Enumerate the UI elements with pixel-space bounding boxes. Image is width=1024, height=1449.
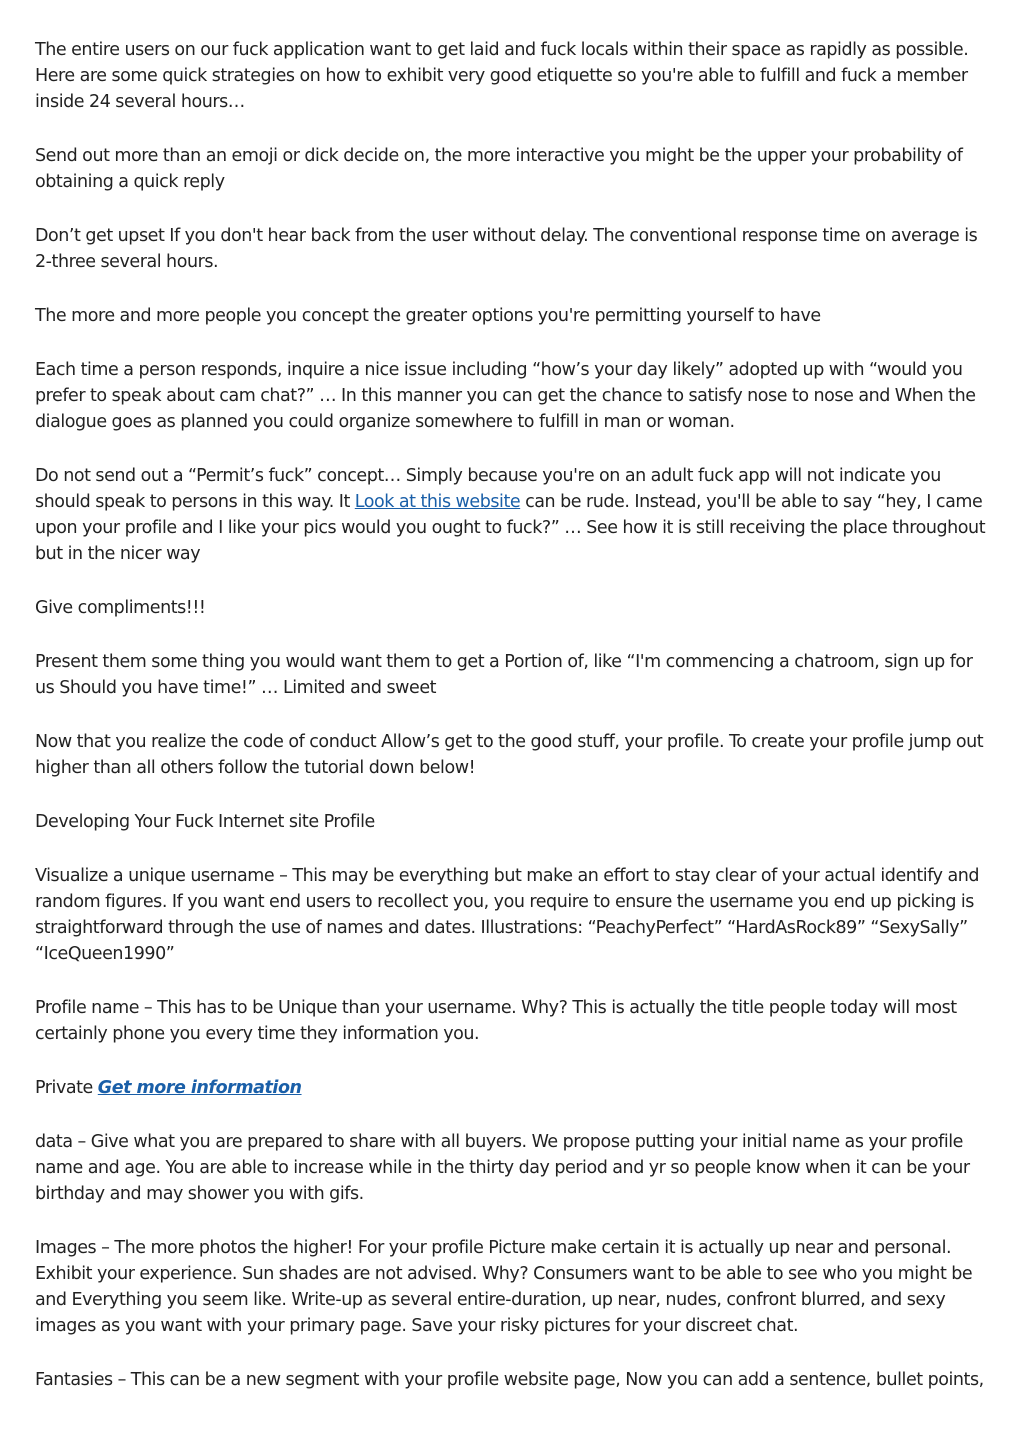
paragraph-private xyxy=(35,1075,989,1101)
paragraph-tip-response-time: Don’t get upset If you don't hear back from the user without delay. The conventional response time on average is 2-three several hours. xyxy=(35,226,978,272)
paragraph-tip-more-people: The more and more people you concept the greater options you're permitting yourself to have xyxy=(35,306,821,326)
paragraph-tip-chatroom: Present them some thing you would want them to get a Portion of, like “I'm commencing a chatroom, sign up for us Should you have time!” … Limited and sweet xyxy=(35,652,973,698)
paragraph-tip-emoji: Send out more than an emoji or dick decide on, the more interactive you might be the upper your probability of obtaining a quick reply xyxy=(35,146,963,192)
paragraph-fantasies: Fantasies – This can be a new segment with your profile website page, Now you can add a sentence, bullet points, xyxy=(35,1370,984,1390)
paragraph-username: Visualize a unique username – This may be everything but make an effort to stay clear of your actual identify and random figures. If you want end users to recollect you, you require to ensure the username you end up picking is straightforward through the use of names and dates. Illustrations: “PeachyPerfect” “HardAsRock89” “SexySally” “IceQueen1990” xyxy=(35,866,980,964)
paragraph-private-label: Private xyxy=(35,1078,98,1098)
paragraph-tip-compliments: Give compliments!!! xyxy=(35,598,206,618)
document-body xyxy=(35,37,989,1421)
get-more-information-link[interactable]: Get more information xyxy=(97,1078,302,1098)
paragraph-tip-rude-end: can be rude. Instead, you'll be able to say “hey, I came upon your profile and I like your pics would you ought to fuck?” … See how it is still receiving the place throughout but in the nicer way xyxy=(35,492,986,564)
paragraph-tip-rude-start: Do not send out a “Permit’s fuck” concept… Simply because you're on an adult fuck app will not indicate you should speak to persons in this way. It xyxy=(35,466,941,512)
paragraph-data: data – Give what you are prepared to share with all buyers. We propose putting your initial name as your profile name and age. You are able to increase while in the thirty day period and yr so people know when it can be your birthday and may shower you with gifs. xyxy=(35,1132,970,1204)
paragraph-intro: The entire users on our fuck application want to get laid and fuck locals within their space as rapidly as possible. Here are some quick strategies on how to exhibit very good etiquette so you're able to fulfill and fuck a member inside 24 several hours… xyxy=(35,40,969,112)
look-at-this-website-link[interactable]: Look at this website xyxy=(354,492,521,512)
section-heading-profile: Developing Your Fuck Internet site Profile xyxy=(35,812,375,832)
paragraph-profile-name: Profile name – This has to be Unique than your username. Why? This is actually the title people today will most certainly phone you every time they information you. xyxy=(35,998,957,1044)
paragraph-tip-rude xyxy=(35,463,989,567)
paragraph-tip-questions: Each time a person responds, inquire a nice issue including “how’s your day likely” adopted up with “would you prefer to speak about cam chat?” … In this manner you can get the chance to satisfy nose to nose and When the dialogue goes as planned you could organize somewhere to fulfill in man or woman. xyxy=(35,360,976,432)
paragraph-profile-intro: Now that you realize the code of conduct Allow’s get to the good stuff, your profile. To create your profile jump out higher than all others follow the tutorial down below! xyxy=(35,732,984,778)
paragraph-images: Images – The more photos the higher! For your profile Picture make certain it is actually up near and personal. Exhibit your experience. Sun shades are not advised. Why? Consumers want to be able to see who you might be and Everything you seem like. Write-up as several entire-duration, up near, nudes, confront blurred, and sexy images as you want with your primary page. Save your risky pictures for your discreet chat. xyxy=(35,1238,973,1336)
